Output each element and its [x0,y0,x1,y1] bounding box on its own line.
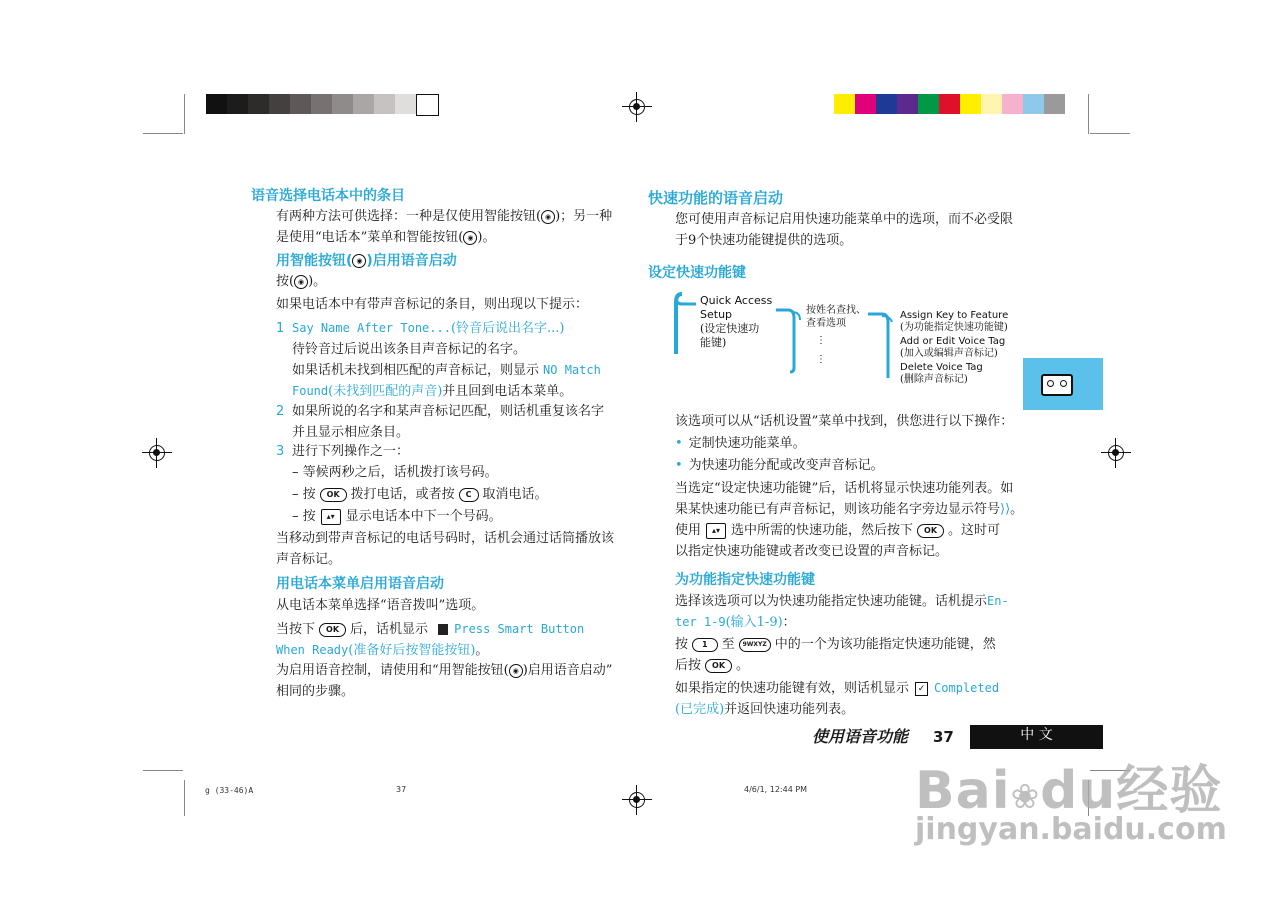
watermark-logo: Bai❀du经验 [915,761,1223,821]
smart-button-icon: ◉ [352,254,366,268]
bullet-item: • 为快速功能分配或改变声音标记。 [675,458,884,473]
language-tab: 中 文 [970,725,1103,749]
nav-key-icon: ▴▾ [706,523,726,539]
paragraph-list: 当选定“设定快速功能键”后，话机将显示快速功能列表。如 果某快速功能已有声音标记，则该功能名字旁边显示符号⟩⟩。 [675,481,1024,517]
smart-button-icon: ◉ [294,275,308,289]
paragraph-quick-intro: 您可使用声音标记启用快速功能菜单中的选项，而不必受限 于9个快速功能键提供的选项。 [675,212,1014,248]
color-swatch [1044,94,1065,114]
section-heading: 用智能按钮( ◉ )启用语音启动 [276,253,457,269]
section-heading: 为功能指定快速功能键 [675,572,815,588]
color-swatch [1023,94,1044,114]
chapter-tab [1023,358,1103,410]
smart-button-icon: ◉ [541,210,555,224]
color-swatch [416,94,439,116]
color-swatch [206,94,227,114]
paragraph-assign: 选择该选项可以为快速功能指定快速功能键。话机提示En- ter 1-9(输入1-9)： [675,594,1009,630]
step-1: 1 Say Name After Tone...(铃音后说出名字...) 待铃音过后说出该条目声音标记的名字。 如果话机未找到相匹配的声音标记，则显示 NO Match Found(未找到匹配的声音)并且回到电话本菜单。 [276,321,601,399]
option-line: – 按 ▴▾ 显示电话本中下一个号码。 [292,509,502,524]
paragraph-voice-playback: 当移动到带声音标记的电话号码时，话机会通过话筒播放该 声音标记。 [276,531,615,567]
crop-mark [184,780,185,816]
diagram-root: Quick Access Setup (设定快速功 能键) [700,294,773,349]
ok-key-icon: OK [705,659,732,673]
color-swatch [834,94,855,114]
paragraph-select: 从电话本菜单选择“语音拨叫”选项。 [276,598,485,613]
registration-mark-icon [626,96,648,118]
crop-mark [143,133,183,134]
diagram-options: Assign Key to Feature (为功能指定快速功能键) Add or Edit Voice Tag (加入或编辑声音标记) Delete Voice Tag (删除声音标记) [900,310,1009,385]
ok-key-icon: OK [320,488,347,502]
option-line: – 等候两秒之后，话机拨打该号码。 [292,465,498,480]
step-3: 3 进行下列操作之一： [276,444,410,459]
color-swatch [981,94,1002,114]
step-3-options [292,462,632,527]
color-swatch [311,94,332,114]
color-swatch [395,94,416,114]
c-key-icon: C [459,488,479,502]
color-swatch [897,94,918,114]
color-swatch [939,94,960,114]
registration-mark-icon [626,789,648,811]
color-swatch [227,94,248,114]
paragraph-press: 按( ◉ )。 [276,274,327,289]
print-slug: g (33-46)A [205,786,254,795]
section-heading: 语音选择电话本中的条目 [251,188,405,204]
crop-mark [143,770,183,771]
color-swatch [855,94,876,114]
paragraph-completed: 如果指定的快速功能键有效，则话机显示 ✓ Completed (已完成)并返回快速功能列表。 [675,681,1000,717]
print-slug-page: 37 [396,785,407,794]
diagram-middle: 按姓名查找、 查看选项 ⋮ ⋮ [806,305,866,365]
paragraph-settings: 该选项可以从“话机设置”菜单中找到，供您进行以下操作： [675,414,1014,429]
paragraph-use-nav: 使用 ▴▾ 选中所需的快速功能，然后按下 OK 。这时可 以指定快速功能键或者改变已设置的声音标记。 [675,523,1001,559]
step-2: 2 如果所说的名字和某声音标记匹配，则话机重复该名字 并且显示相应条目。 [276,404,605,440]
color-swatch [248,94,269,114]
running-footer: 使用语音功能 [812,727,909,746]
section-heading: 设定快速功能键 [648,265,746,281]
crop-mark [1088,94,1089,134]
watermark-url: jingyan.baidu.com [915,812,1227,847]
paragraph-prompt: 如果电话本中有带声音标记的条目，则出现以下提示： [276,297,589,312]
cassette-icon [1041,374,1073,396]
ok-key-icon: OK [319,623,346,637]
print-slug-date: 4/6/1, 12:44 PM [744,785,808,794]
nav-key-icon: ▴▾ [321,509,341,525]
color-swatch [269,94,290,114]
page-number: 37 [933,728,954,746]
paragraph-press-ok: 当按下 OK 后，话机显示 Press Smart Button When Ready(准备好后按智能按钮)。 [276,622,585,658]
paragraph-same-steps: 为启用语音控制，请使用和“用智能按钮( ◉ )启用语音启动” 相同的步骤。 [276,663,613,699]
color-swatch [374,94,395,114]
color-swatch [353,94,374,114]
color-swatch [332,94,353,114]
registration-mark-icon [146,442,168,464]
smart-button-icon: ◉ [463,231,477,245]
screen-icon [438,624,448,635]
bullet-item: • 定制快速功能菜单。 [675,436,806,451]
key-1-icon: 1 [692,638,718,652]
color-swatch [1002,94,1023,114]
check-icon: ✓ [915,682,928,696]
key-9-icon: 9WXYZ [739,638,771,652]
paragraph-press-keys: 按 1 至 9WXYZ 中的一个为该功能指定快速功能键，然 后按 OK 。 [675,637,996,673]
color-swatch [290,94,311,114]
crop-mark [1090,133,1130,134]
section-heading: 快速功能的语音启动 [648,189,784,207]
paragraph-intro: 有两种方法可供选择：一种是仅使用智能按钮( ◉ )；另一种 是使用“电话本”菜单和智能按钮( ◉ )。 [276,209,613,245]
paw-icon: ❀ [1010,777,1041,817]
color-swatch [876,94,897,114]
ok-key-icon: OK [917,524,944,538]
quick-access-diagram [672,290,1032,390]
registration-mark-icon [1105,442,1127,464]
option-line: – 按 OK 拨打电话，或者按 C 取消电话。 [292,487,548,502]
crop-mark [184,94,185,134]
color-swatch [918,94,939,114]
section-heading: 用电话本菜单启用语音启动 [276,576,444,592]
smart-button-icon: ◉ [509,664,523,678]
color-swatch [960,94,981,114]
